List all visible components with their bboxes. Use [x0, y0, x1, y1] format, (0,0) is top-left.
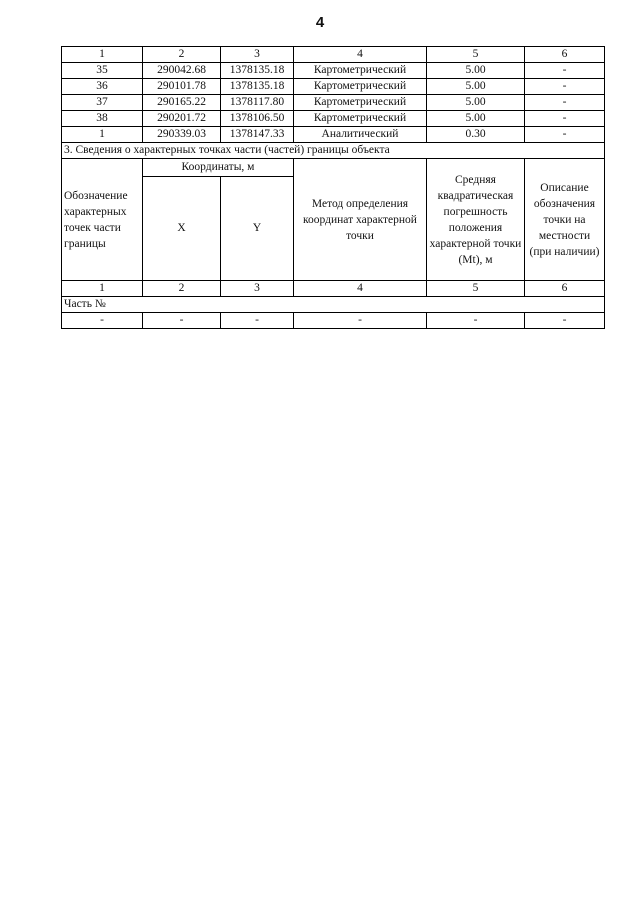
column-number: 6 — [525, 281, 605, 297]
x-header: X — [143, 177, 221, 281]
empty-cell: - — [525, 313, 605, 329]
empty-cell: - — [221, 313, 294, 329]
table-row — [62, 313, 605, 329]
empty-cell: - — [427, 313, 525, 329]
empty-cell: - — [143, 313, 221, 329]
error: 5.00 — [427, 95, 525, 111]
error: 5.00 — [427, 111, 525, 127]
section-title: 3. Сведения о характерных точках части (частей) границы объекта — [62, 143, 605, 159]
coord-x: 290165.22 — [143, 95, 221, 111]
point-number: 1 — [62, 127, 143, 143]
column-number: 5 — [427, 281, 525, 297]
coord-x: 290201.72 — [143, 111, 221, 127]
section-title-row — [62, 143, 605, 159]
table-row — [62, 63, 605, 79]
table-row — [62, 111, 605, 127]
error: 5.00 — [427, 79, 525, 95]
method: Картометрический — [294, 79, 427, 95]
column-number: 6 — [525, 47, 605, 63]
point-number: 35 — [62, 63, 143, 79]
method-header: Метод определения координат характерной точки — [294, 159, 427, 281]
table-row — [62, 127, 605, 143]
point-number: 38 — [62, 111, 143, 127]
column-number: 3 — [221, 47, 294, 63]
column-number: 2 — [143, 47, 221, 63]
header-line: Обозначение — [64, 189, 128, 202]
empty-cell: - — [294, 313, 427, 329]
point-number: 37 — [62, 95, 143, 111]
part-label: Часть № — [62, 297, 605, 313]
description: - — [525, 79, 605, 95]
error: 0.30 — [427, 127, 525, 143]
coord-y: 1378106.50 — [221, 111, 294, 127]
coord-x: 290339.03 — [143, 127, 221, 143]
description: - — [525, 95, 605, 111]
empty-cell: - — [62, 313, 143, 329]
part-row — [62, 297, 605, 313]
coord-y: 1378135.18 — [221, 63, 294, 79]
column-number: 2 — [143, 281, 221, 297]
error: 5.00 — [427, 63, 525, 79]
coord-x: 290101.78 — [143, 79, 221, 95]
coord-y: 1378117.80 — [221, 95, 294, 111]
method: Картометрический — [294, 63, 427, 79]
column-number: 4 — [294, 47, 427, 63]
header-line: характерных — [64, 205, 127, 218]
coord-y: 1378147.33 — [221, 127, 294, 143]
column-number: 3 — [221, 281, 294, 297]
header-line: границы — [64, 237, 106, 250]
column-number: 5 — [427, 47, 525, 63]
coord-y: 1378135.18 — [221, 79, 294, 95]
column-number: 1 — [62, 47, 143, 63]
description: - — [525, 63, 605, 79]
method: Картометрический — [294, 95, 427, 111]
column-number: 4 — [294, 281, 427, 297]
points-table — [61, 46, 605, 329]
section-number-row — [62, 281, 605, 297]
error-header: Средняя квадратическая погрешность положения характерной точки (Mt), м — [427, 159, 525, 281]
point-number: 36 — [62, 79, 143, 95]
description-header: Описание обозначения точки на местности (при наличии) — [525, 159, 605, 281]
table-row — [62, 79, 605, 95]
description: - — [525, 127, 605, 143]
y-header: Y — [221, 177, 294, 281]
method: Аналитический — [294, 127, 427, 143]
method: Картометрический — [294, 111, 427, 127]
column-number: 1 — [62, 281, 143, 297]
table-row — [62, 95, 605, 111]
coords-header: Координаты, м — [143, 159, 294, 177]
description: - — [525, 111, 605, 127]
point-designation-header — [62, 159, 143, 281]
section-header-row-1 — [62, 159, 605, 177]
coord-x: 290042.68 — [143, 63, 221, 79]
page-number: 4 — [315, 14, 325, 31]
header-line: точек части — [64, 221, 121, 234]
column-number-row — [62, 47, 605, 63]
